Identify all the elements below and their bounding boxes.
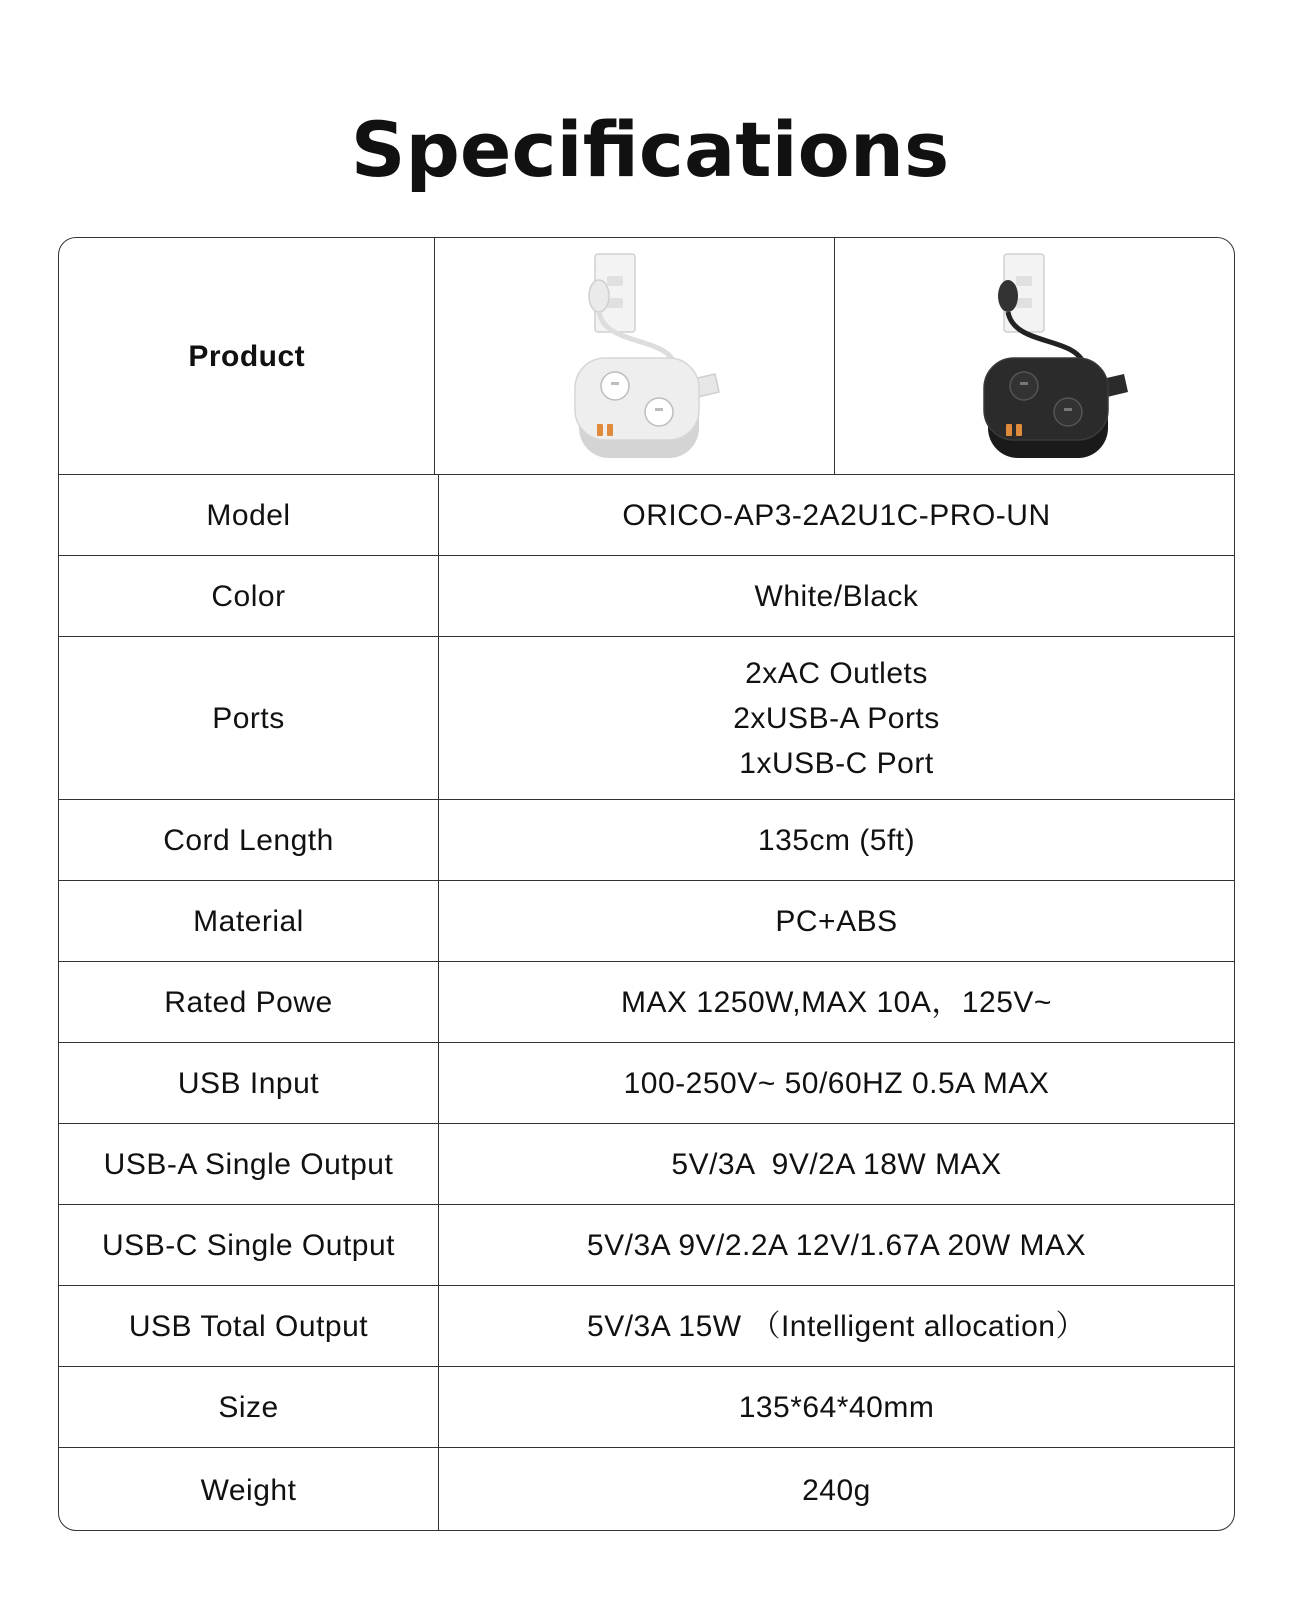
spec-value-line: MAX 1250W,MAX 10A，125V~ (621, 985, 1052, 1019)
spec-value (439, 556, 1234, 636)
power-strip-black-icon (934, 246, 1134, 466)
spec-label: Model (59, 475, 439, 555)
spec-value (439, 800, 1234, 880)
spec-row-usb-total-output (59, 1285, 1234, 1366)
product-label: Product (59, 238, 435, 474)
spec-value (439, 881, 1234, 961)
spec-row-size (59, 1366, 1234, 1447)
spec-value-line: 5V/3A 9V/2.2A 12V/1.67A 20W MAX (586, 1228, 1087, 1262)
product-row (59, 238, 1234, 474)
spec-value-line: White/Black (754, 579, 919, 613)
spec-label: USB-C Single Output (59, 1205, 439, 1285)
spec-row-color (59, 555, 1234, 636)
spec-value (439, 962, 1234, 1042)
power-strip-white-icon (535, 246, 735, 466)
spec-value-line: 2xUSB-A Ports (733, 701, 940, 735)
spec-value (439, 1286, 1234, 1366)
spec-table (58, 237, 1235, 1531)
spec-value (439, 475, 1234, 555)
spec-row-usb-c-output (59, 1204, 1234, 1285)
spec-value-line: 135cm (5ft) (757, 823, 916, 857)
spec-value (439, 1043, 1234, 1123)
spec-value-line: 135*64*40mm (738, 1390, 935, 1424)
spec-label: USB Input (59, 1043, 439, 1123)
spec-row-usb-input (59, 1042, 1234, 1123)
spec-label: Color (59, 556, 439, 636)
spec-label: Cord Length (59, 800, 439, 880)
spec-value-line: 1xUSB-C Port (739, 746, 934, 780)
spec-label: Rated Powe (59, 962, 439, 1042)
spec-label: Size (59, 1367, 439, 1447)
spec-row-cord-length (59, 799, 1234, 880)
spec-row-usb-a-output (59, 1123, 1234, 1204)
spec-label: USB Total Output (59, 1286, 439, 1366)
spec-value (439, 1448, 1234, 1531)
spec-value-line: PC+ABS (775, 904, 898, 938)
spec-value (439, 637, 1234, 799)
spec-value (439, 1205, 1234, 1285)
spec-row-rated-power (59, 961, 1234, 1042)
spec-row-weight (59, 1447, 1234, 1531)
spec-value-line: 2xAC Outlets (745, 656, 928, 690)
spec-row-material (59, 880, 1234, 961)
spec-value-line: 5V/3A 15W （Intelligent allocation） (587, 1309, 1086, 1343)
spec-value (439, 1367, 1234, 1447)
spec-label: Weight (59, 1448, 439, 1531)
spec-value-line: 240g (802, 1473, 871, 1507)
spec-row-model (59, 474, 1234, 555)
spec-value-line: ORICO-AP3-2A2U1C-PRO-UN (622, 498, 1051, 532)
spec-value-line: 5V/3A 9V/2A 18W MAX (671, 1147, 1002, 1181)
spec-label: Ports (59, 637, 439, 799)
spec-row-ports (59, 636, 1234, 799)
spec-label: Material (59, 881, 439, 961)
spec-label: USB-A Single Output (59, 1124, 439, 1204)
product-image-black (835, 238, 1234, 474)
page-title: Specifications (350, 105, 950, 194)
spec-value-line: 100-250V~ 50/60HZ 0.5A MAX (623, 1066, 1050, 1100)
spec-value (439, 1124, 1234, 1204)
product-image-white (435, 238, 834, 474)
